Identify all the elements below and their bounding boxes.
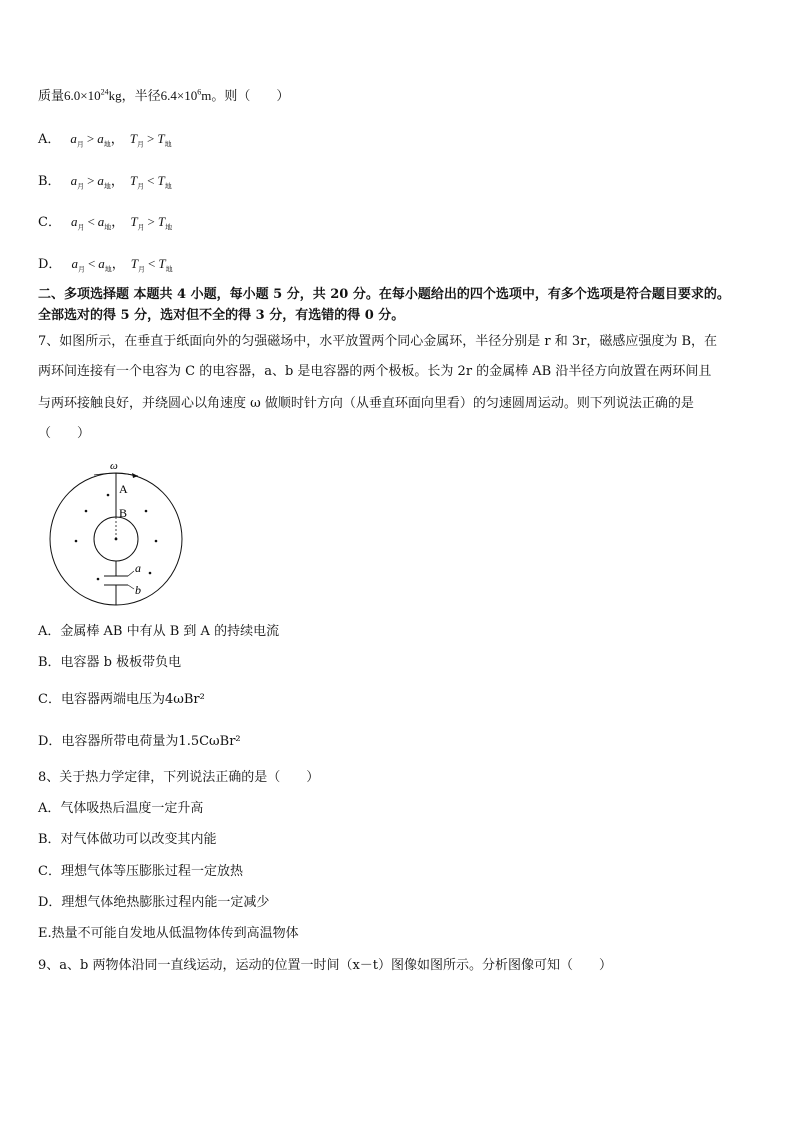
q7-option-d: D．电容器所带电荷量为1.5CωBr² — [38, 734, 241, 749]
period-symbol: T — [157, 131, 165, 146]
q6-option — [38, 172, 172, 191]
label-b-leader — [128, 585, 134, 589]
q8-option-a: A．气体吸热后温度一定升高 — [38, 801, 204, 816]
accel-symbol: a — [70, 131, 77, 146]
relation: > — [146, 131, 155, 146]
period-symbol: T — [157, 173, 165, 188]
fig-label-a: a — [135, 561, 141, 575]
period-subscript: 地 — [165, 265, 173, 274]
relation: > — [86, 131, 95, 146]
field-dot — [97, 578, 100, 581]
q6-option — [38, 255, 173, 274]
mass-unit: kg — [108, 88, 122, 103]
accel-symbol: a — [71, 256, 78, 271]
option-label: D． — [38, 257, 62, 272]
period-subscript: 地 — [164, 182, 172, 191]
mass-exponent: 24 — [100, 87, 109, 97]
radius-exponent: 6 — [197, 87, 202, 97]
separator: ， — [111, 215, 125, 230]
accel-subscript: 地 — [103, 140, 111, 149]
label-a-leader — [128, 571, 134, 576]
fig-label-B: B — [119, 506, 128, 520]
field-dot — [149, 572, 152, 575]
q7-stem-line2: 两环间连接有一个电容为 C 的电容器，a、b 是电容器的两个极板。长为 2r 的金属棒 AB 沿半径方向放置在两环间且 — [38, 364, 712, 379]
q8-stem: 8、关于热力学定律，下列说法正确的是（ ） — [38, 770, 320, 785]
accel-subscript: 月 — [77, 182, 85, 191]
accel-subscript: 地 — [104, 223, 112, 232]
accel-subscript: 地 — [104, 265, 112, 274]
option-label: A． — [38, 132, 61, 147]
period-subscript: 月 — [137, 182, 145, 191]
period-subscript: 月 — [137, 223, 145, 232]
center-dot — [115, 538, 118, 541]
separator: ， — [111, 257, 125, 272]
q9-stem: 9、a、b 两物体沿同一直线运动，运动的位置一时间（x－t）图像如图所示。分析图像可知（ ） — [38, 958, 613, 973]
q7-stem-line1: 7、如图所示，在垂直于纸面向外的匀强磁场中，水平放置两个同心金属环，半径分别是 r 和 3r，磁感应强度为 B，在 — [38, 334, 718, 349]
intro-line — [38, 87, 289, 106]
period-subscript: 月 — [136, 140, 144, 149]
radius-value: 6.4×10 — [160, 88, 198, 103]
period-symbol: T — [129, 131, 137, 146]
period-symbol: T — [129, 173, 138, 188]
relation: < — [87, 214, 95, 229]
fig-label-A: A — [119, 482, 128, 496]
separator: ， — [110, 174, 124, 189]
fig-label-b: b — [135, 583, 141, 597]
field-dot — [145, 510, 148, 513]
accel-subscript: 月 — [77, 223, 85, 232]
field-dot — [107, 494, 110, 497]
intro-mid: ，半径 — [121, 89, 161, 104]
relation: < — [148, 256, 156, 271]
intro-prefix: 质量 — [38, 89, 65, 104]
relation: < — [87, 256, 96, 271]
period-symbol: T — [158, 256, 166, 271]
accel-symbol: a — [97, 173, 104, 188]
option-label: B． — [38, 174, 61, 189]
accel-symbol: a — [70, 214, 78, 229]
fig-omega-label: ω — [110, 460, 118, 472]
intro-suffix: 。则（ ） — [211, 89, 290, 104]
radius-unit: m — [201, 88, 212, 103]
q7-stem-line4: （ ） — [38, 426, 91, 441]
accel-symbol: a — [98, 256, 105, 271]
relation: > — [147, 214, 155, 229]
q7-ring-figure — [46, 455, 196, 610]
separator: ， — [110, 132, 124, 147]
q8-option-b: B．对气体做功可以改变其内能 — [38, 832, 217, 847]
period-subscript: 地 — [165, 223, 173, 232]
field-dot — [75, 540, 78, 543]
relation: > — [87, 173, 95, 188]
field-dot — [85, 510, 88, 513]
period-symbol: T — [130, 214, 138, 229]
period-symbol: T — [130, 256, 139, 271]
q8-option-d: D．理想气体绝热膨胀过程内能一定减少 — [38, 895, 270, 910]
period-subscript: 地 — [164, 140, 172, 149]
section2-line2: 全部选对的得 5 分，选对但不全的得 3 分，有选错的得 0 分。 — [38, 308, 405, 323]
accel-subscript: 地 — [103, 182, 111, 191]
q6-option — [38, 130, 172, 149]
q6-option — [38, 213, 172, 232]
q8-option-e: E.热量不可能自发地从低温物体传到高温物体 — [38, 926, 299, 941]
accel-symbol: a — [70, 173, 78, 188]
mass-value: 6.0×10 — [64, 88, 101, 103]
option-label: C． — [38, 215, 61, 230]
field-dot — [155, 540, 158, 543]
period-symbol: T — [157, 214, 166, 229]
accel-subscript: 月 — [77, 265, 85, 274]
q7-option-b: B．电容器 b 极板带负电 — [38, 655, 182, 670]
accel-symbol: a — [97, 131, 104, 146]
q8-option-c: C．理想气体等压膨胀过程一定放热 — [38, 864, 243, 879]
period-subscript: 月 — [138, 265, 146, 274]
accel-symbol: a — [97, 214, 105, 229]
q7-option-a: A．金属棒 AB 中有从 B 到 A 的持续电流 — [38, 624, 280, 639]
q7-option-c: C．电容器两端电压为4ωBr² — [38, 692, 205, 707]
relation: < — [147, 173, 155, 188]
section2-line1: 二、多项选择题 本题共 4 小题，每小题 5 分，共 20 分。在每小题给出的四个选项中，有多个选项是符合题目要求的。 — [38, 287, 730, 302]
accel-subscript: 月 — [76, 140, 84, 149]
q7-stem-line3: 与两环接触良好，并绕圆心以角速度 ω 做顺时针方向（从垂直环面向里看）的匀速圆周运动。则下列说法正确的是 — [38, 396, 694, 411]
